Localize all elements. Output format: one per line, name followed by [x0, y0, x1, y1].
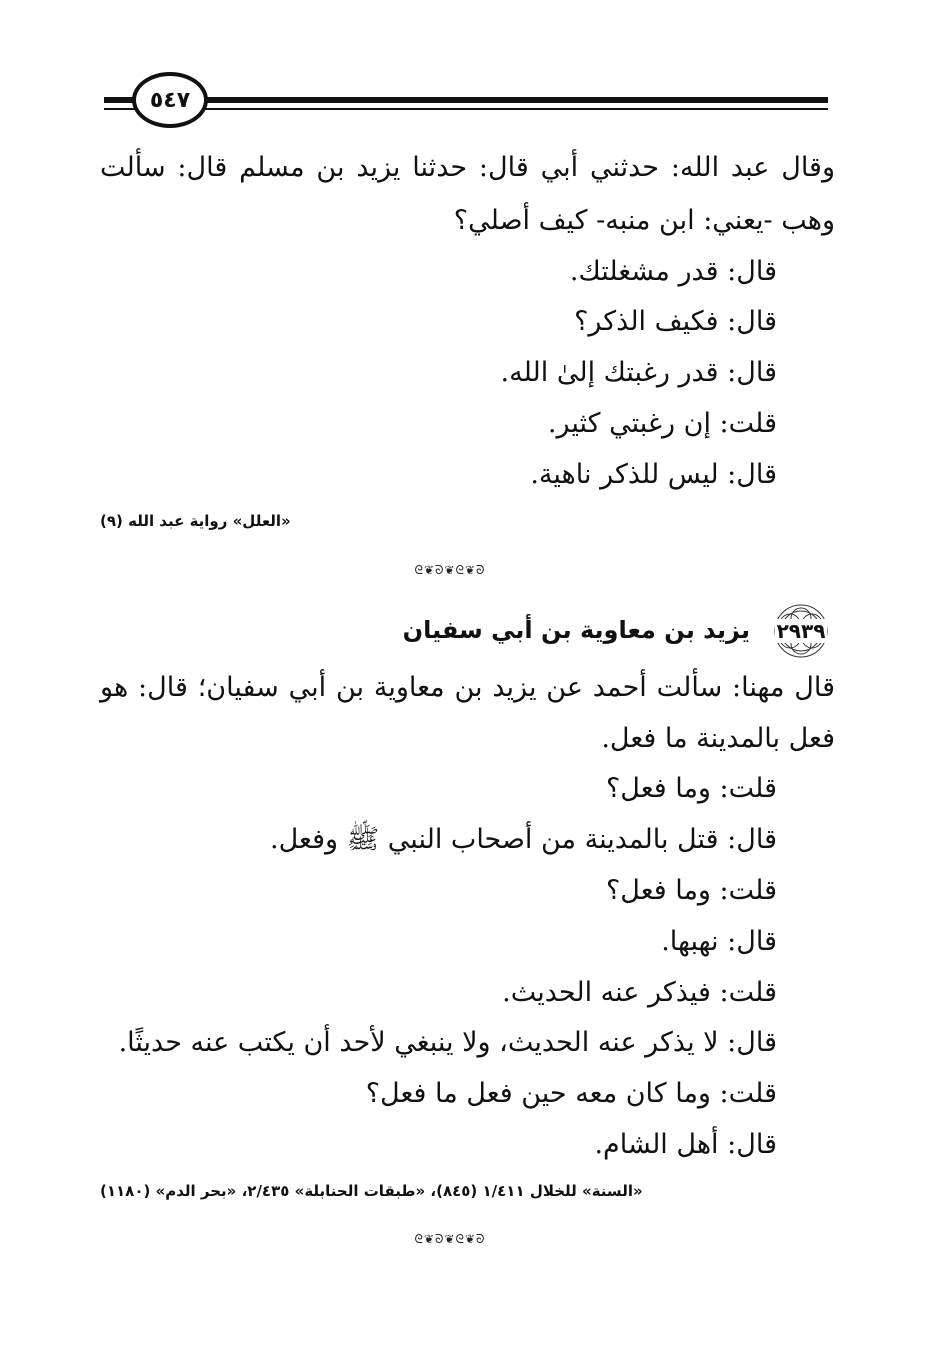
dialogue-line: قال: نهبها.	[661, 926, 777, 957]
dialogue-line: قال: قتل بالمدينة من أصحاب النبي ﷺ وفعل.	[270, 824, 777, 855]
dialogue-line: قلت: إن رغبتي كثير.	[547, 408, 777, 439]
dialogue-line: قلت: وما كان معه حين فعل ما فعل؟	[365, 1078, 777, 1109]
entry-number-badge	[758, 602, 844, 660]
entry-number: ٢٩٣٩	[776, 619, 826, 643]
section-separator: ᘓ❦ᘐ❦ᘓ❦ᘐ	[414, 563, 486, 577]
dialogue-line: قلت: وما فعل؟	[605, 773, 777, 804]
dialogue-line: قلت: وما فعل؟	[605, 875, 777, 906]
dialogue-line: قال: أهل الشام.	[594, 1129, 777, 1160]
header-rule-thick	[104, 97, 828, 103]
source-note: «العلل» رواية عبد الله (٩)	[100, 512, 291, 530]
page-header	[0, 60, 935, 140]
entry-heading: يزيد بن معاوية بن أبي سفيان	[402, 616, 750, 644]
dialogue-line: قلت: فيذكر عنه الحديث.	[502, 977, 777, 1008]
dialogue-line: قال: قدر مشغلتك.	[569, 256, 777, 287]
dialogue-line: قال: فكيف الذكر؟	[574, 306, 777, 337]
dialogue-line: قال: قدر رغبتك إلىٰ الله.	[500, 357, 777, 388]
source-note: «السنة» للخلال ١/٤١١ (٨٤٥)، «طبقات الحنابلة» ٢/٤٣٥، «بحر الدم» (١١٨٠)	[100, 1182, 643, 1200]
dialogue-line: قال: لا يذكر عنه الحديث، ولا ينبغي لأحد أن يكتب عنه حديثًا.	[118, 1027, 777, 1058]
page-number: ٥٤٧	[132, 72, 208, 128]
dialogue-line: قال: ليس للذكر ناهية.	[530, 459, 777, 490]
section-separator: ᘓ❦ᘐ❦ᘓ❦ᘐ	[414, 1232, 486, 1246]
text-line: وهب -يعني: ابن منبه- كيف أصلي؟	[453, 205, 835, 236]
text-line: وقال عبد الله: حدثني أبي قال: حدثنا يزيد بن مسلم قال: سألت	[100, 152, 835, 183]
text-line: قال مهنا: سألت أحمد عن يزيد بن معاوية بن أبي سفيان؛ قال: هو	[100, 672, 835, 703]
text-line: فعل بالمدينة ما فعل.	[601, 723, 835, 754]
header-rule-thin	[104, 108, 828, 110]
